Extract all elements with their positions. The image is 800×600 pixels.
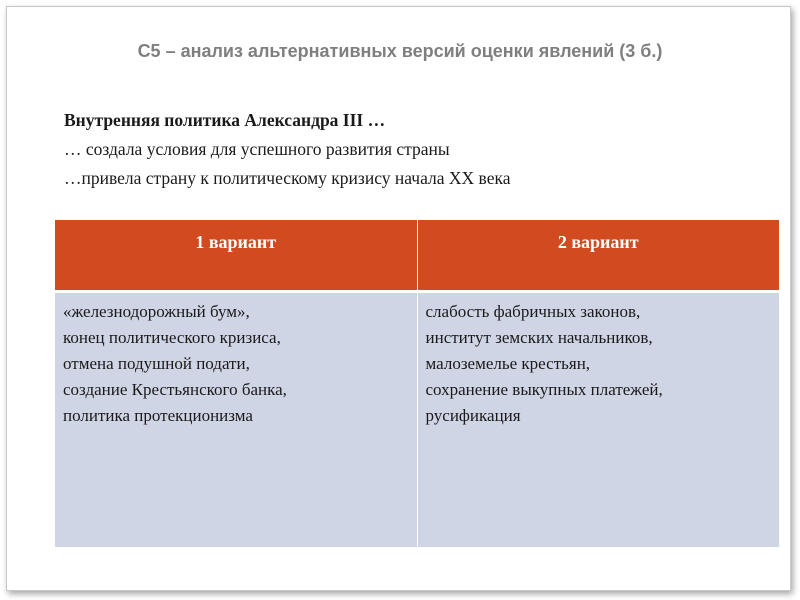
slide-title: С5 – анализ альтернативных версий оценки явлений (3 б.) <box>137 41 663 61</box>
list-item: русификация <box>425 405 521 425</box>
list-item: отмена подушной подати, <box>63 353 250 373</box>
list-item: слабость фабричных законов, <box>425 301 641 321</box>
header-variant-2: 2 вариант <box>417 220 779 291</box>
table-header-row <box>55 220 779 291</box>
list-item: «железнодорожный бум», <box>63 301 250 321</box>
list-item: институт земских начальников, <box>425 327 653 347</box>
list-item: сохранение выкупных платежей, <box>425 379 663 399</box>
intro-line-1: Внутренняя политика Александра III … <box>64 110 386 130</box>
variant-1-cell <box>55 291 417 547</box>
table-row <box>55 291 779 547</box>
list-item: создание Крестьянского банка, <box>63 379 287 399</box>
variant-2-cell <box>417 291 779 547</box>
comparison-table <box>55 220 779 547</box>
list-item: малоземелье крестьян, <box>425 353 591 373</box>
intro-line-3: …привела страну к политическому кризису начала ХХ века <box>64 168 511 188</box>
list-item: конец политического кризиса, <box>63 327 281 347</box>
header-variant-1: 1 вариант <box>55 220 417 291</box>
intro-line-2: … создала условия для успешного развития страны <box>64 139 450 159</box>
list-item: политика протекционизма <box>63 405 253 425</box>
intro-text <box>64 106 510 193</box>
